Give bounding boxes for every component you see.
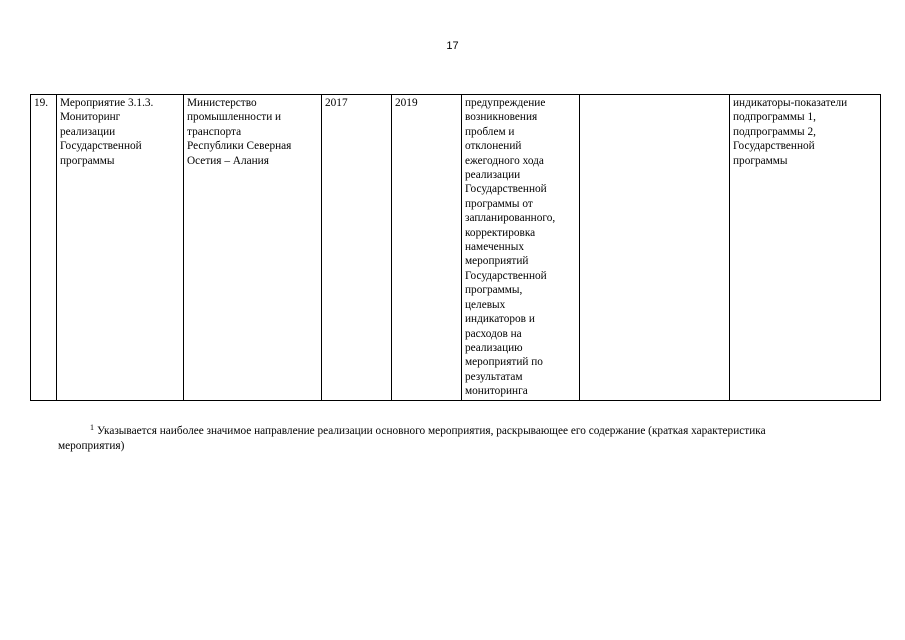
footnote-text: Указывается наиболее значимое направление реализации основного мероприятия, раскрывающее его содержание (краткая характеристика мероприятия) (58, 425, 766, 452)
executor-cell: Министерство промышленности и транспорта Республики Северная Осетия – Алания (184, 95, 322, 401)
end-year-cell: 2019 (392, 95, 462, 401)
footnote (58, 421, 818, 453)
footnote-marker: 1 (90, 423, 94, 432)
expected-result-cell: предупреждение возникновения проблем и отклонений ежегодного хода реализации Государственной программы от запланированного, корректировка намеченных мероприятий Государственной программы, целевых индикаторов и расходов на реализацию мероприятий по результатам мониторинга (462, 95, 580, 401)
page-number: 17 (446, 40, 459, 52)
table-row (31, 95, 881, 401)
row-number-cell: 19. (31, 95, 57, 401)
activities-table (30, 94, 881, 401)
start-year-cell: 2017 (322, 95, 392, 401)
consequences-cell (580, 95, 730, 401)
activity-name-cell: Мероприятие 3.1.3. Мониторинг реализации Государственной программы (57, 95, 184, 401)
indicators-cell: индикаторы-показатели подпрограммы 1, подпрограммы 2, Государственной программы (730, 95, 881, 401)
